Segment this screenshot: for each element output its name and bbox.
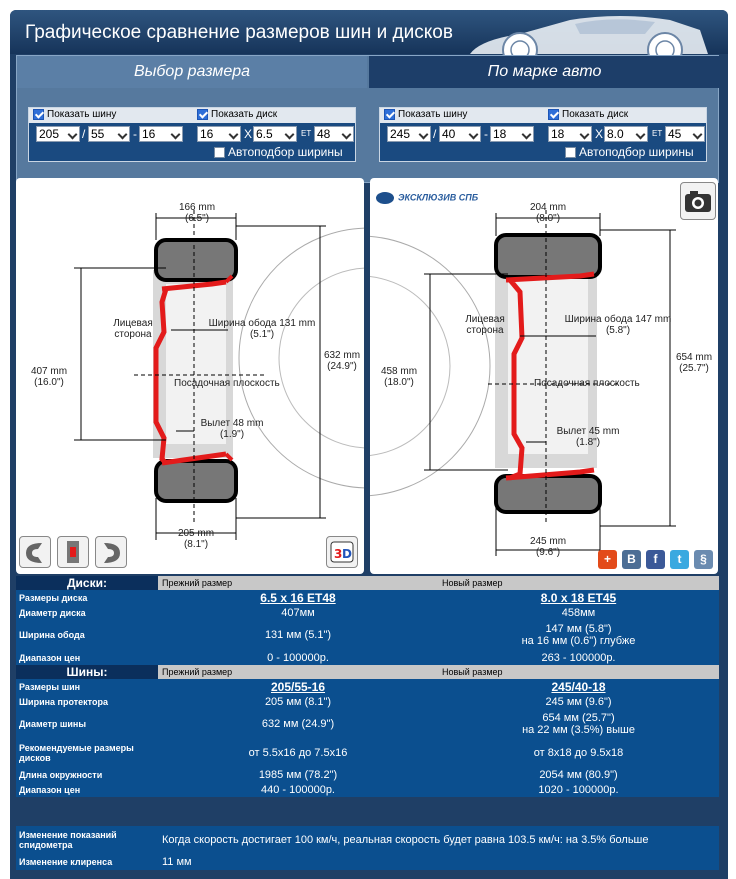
table-row: Ширина протектора 205 мм (8.1") 245 мм (9.6") [16, 694, 719, 709]
brand-logo: ЭКСКЛЮЗИВ СПБ [376, 192, 486, 204]
summary-table [16, 826, 719, 870]
show-rim-checkbox[interactable]: Показать диск [548, 109, 628, 120]
share-facebook-button[interactable] [646, 550, 665, 569]
rims-header: Диски: [16, 576, 158, 590]
rim-profile-icon [58, 537, 88, 567]
auto-width-checkbox[interactable]: Автоподбор ширины [565, 145, 694, 159]
tire-profile-select[interactable]: 55 [88, 126, 130, 142]
camera-button[interactable] [680, 182, 716, 220]
clearance-change: 11 мм [158, 854, 719, 870]
rim-diameter-label: 407 mm (16.0") [30, 366, 68, 388]
table-row: Размеры диска 6.5 x 16 ET48 8.0 x 18 ET45 [16, 590, 719, 605]
3d-view-button[interactable] [326, 536, 358, 568]
old-rim-link[interactable]: 6.5 x 16 ET48 [260, 590, 336, 605]
show-tire-checkbox[interactable]: Показать шину [33, 109, 116, 120]
car-illustration [460, 10, 710, 56]
tire-rim-view-button[interactable] [95, 536, 127, 568]
auto-width-checkbox[interactable]: Автоподбор ширины [214, 145, 343, 159]
table-row: Диапазон цен 0 - 100000р. 263 - 100000р. [16, 650, 719, 665]
tab-size-select[interactable]: Выбор размера [17, 56, 367, 88]
new-rim-link[interactable]: 8.0 x 18 ET45 [540, 590, 617, 605]
checkbox-icon[interactable] [565, 147, 576, 158]
table-row: Длина окружности 1985 мм (78.2") 2054 мм (80.9") [16, 767, 719, 782]
old-size-diagram [16, 178, 364, 574]
checkbox-icon[interactable] [33, 109, 44, 120]
new-size-diagram [370, 178, 718, 574]
old-tire-link[interactable]: 205/55-16 [270, 679, 326, 694]
tire-view-button[interactable] [19, 536, 51, 568]
comparison-table [16, 576, 719, 879]
table-row: Изменение показаний спидометра Когда скорость достигает 100 км/ч, реальная скорость будет равна 103.5 км/ч: на 3.5% больше [16, 826, 719, 854]
camera-icon [681, 183, 715, 219]
share-twitter-button[interactable] [670, 550, 689, 569]
left-size-panel: Показать шину Показать диск 205 / 55 - 16 16 X 6.5 ET 48 Автоподбор ширины [28, 107, 356, 162]
top-width-label: 166 mm (6.5") [178, 202, 216, 224]
checkbox-icon[interactable] [384, 109, 395, 120]
face-side-label: Лицевая сторона [113, 318, 153, 340]
outer-diameter-label: 654 mm (25.7") [675, 352, 713, 374]
outer-diameter-label: 632 mm (24.9") [323, 350, 361, 372]
3d-icon [327, 537, 357, 567]
facebook-icon: f [653, 552, 658, 566]
rim-width-select[interactable]: 8.0 [604, 126, 648, 142]
et-select[interactable]: 45 [665, 126, 705, 142]
tire-width-select[interactable]: 205 [36, 126, 80, 142]
share-icon: § [700, 552, 707, 566]
svg-text:3: 3 [334, 547, 343, 561]
tire-rim-select[interactable]: 16 [139, 126, 183, 142]
mounting-plane-label: Посадочная плоскость [534, 378, 640, 389]
svg-text:D: D [342, 547, 352, 561]
table-row: Диапазон цен 440 - 100000р. 1020 - 100000р. [16, 782, 719, 797]
table-row: Рекомендуемые размеры дисков от 5.5x16 до 7.5x16 от 8x18 до 9.5x18 [16, 739, 719, 767]
new-tire-link[interactable]: 245/40-18 [551, 679, 606, 694]
size-selector [16, 55, 719, 183]
table-row: Диаметр диска 407мм 458мм [16, 605, 719, 620]
checkbox-icon[interactable] [548, 109, 559, 120]
rim-width-label: Ширина обода 147 mm (5.8") [564, 314, 672, 336]
table-row: Ширина обода 131 мм (5.1") 147 мм (5.8") на 16 мм (0.6") глубже [16, 620, 719, 650]
plus-icon: + [603, 552, 611, 566]
face-side-label: Лицевая сторона [465, 314, 505, 336]
share-plus-button[interactable] [598, 550, 617, 569]
bottom-width-label: 205 mm (8.1") [177, 528, 215, 550]
tire-width-select[interactable]: 245 [387, 126, 431, 142]
tire-profile-select[interactable]: 40 [439, 126, 481, 142]
share-other-button[interactable] [694, 550, 713, 569]
checkbox-icon[interactable] [197, 109, 208, 120]
rim-view-button[interactable] [57, 536, 89, 568]
page-title: Графическое сравнение размеров шин и дисков [25, 22, 453, 43]
right-size-panel: Показать шину Показать диск 245 / 40 - 18 18 X 8.0 ET 45 Автоподбор ширины [379, 107, 707, 162]
table-row: Изменение клиренса 11 мм [16, 854, 719, 870]
offset-label: Вылет 48 mm (1.9") [200, 418, 264, 440]
table-row: Диаметр шины 632 мм (24.9") 654 мм (25.7") на 22 мм (3.5%) выше [16, 709, 719, 739]
offset-label: Вылет 45 mm (1.8") [556, 426, 620, 448]
twitter-icon: t [677, 552, 682, 566]
top-width-label: 204 mm (8.0") [529, 202, 567, 224]
logo-icon [376, 192, 394, 204]
et-select[interactable]: 48 [314, 126, 354, 142]
app-window [10, 10, 728, 879]
rim-diameter-select[interactable]: 18 [548, 126, 592, 142]
tire-rim-icon [96, 537, 126, 567]
rims-table: Диски: Прежний размер Новый размер Размеры диска 6.5 x 16 ET48 8.0 x 18 ET45 Диаметр диска 407мм 458мм Ширина обода 131 мм (5.1") 147 мм (5.8") на 16 мм (0.6") глубже Диапазон цен 0 - 100000р. 263 - 100000р. Шины: Прежний размер Новый размер Размеры шин 205/55-16 245/40-18 Ширина протектора 205 мм (8.1") 245 мм (9.6") Диаметр шины 632 мм (24.9") 654 мм (25.7") на 22 мм (3.5%) выше Рекомендуемые размеры дисков от 5.5x16 до 7.5x16 от 8x18 до 9.5x18 Длина окружности 1985 мм (78.2") 2054 мм (80.9") Диапазон цен 440 - 100000р. 1020 - 100000р. [16, 576, 719, 797]
vk-icon: B [627, 552, 636, 566]
tires-header: Шины: [16, 665, 158, 679]
rim-diameter-label: 458 mm (18.0") [380, 366, 418, 388]
tire-rim-select[interactable]: 18 [490, 126, 534, 142]
rim-diameter-select[interactable]: 16 [197, 126, 241, 142]
tire-side-icon [20, 537, 50, 567]
rim-width-label: Ширина обода 131 mm (5.1") [208, 318, 316, 340]
share-vk-button[interactable] [622, 550, 641, 569]
bottom-width-label: 245 mm (9.6") [529, 536, 567, 558]
tab-by-car[interactable]: По марке авто [369, 56, 720, 88]
checkbox-icon[interactable] [214, 147, 225, 158]
header [10, 10, 728, 54]
rim-width-select[interactable]: 6.5 [253, 126, 297, 142]
show-tire-checkbox[interactable]: Показать шину [384, 109, 467, 120]
speedometer-change: Когда скорость достигает 100 км/ч, реальная скорость будет равна 103.5 км/ч: на 3.5% больше [158, 826, 719, 854]
mounting-plane-label: Посадочная плоскость [174, 378, 280, 389]
table-row: Размеры шин 205/55-16 245/40-18 [16, 679, 719, 694]
show-rim-checkbox[interactable]: Показать диск [197, 109, 277, 120]
